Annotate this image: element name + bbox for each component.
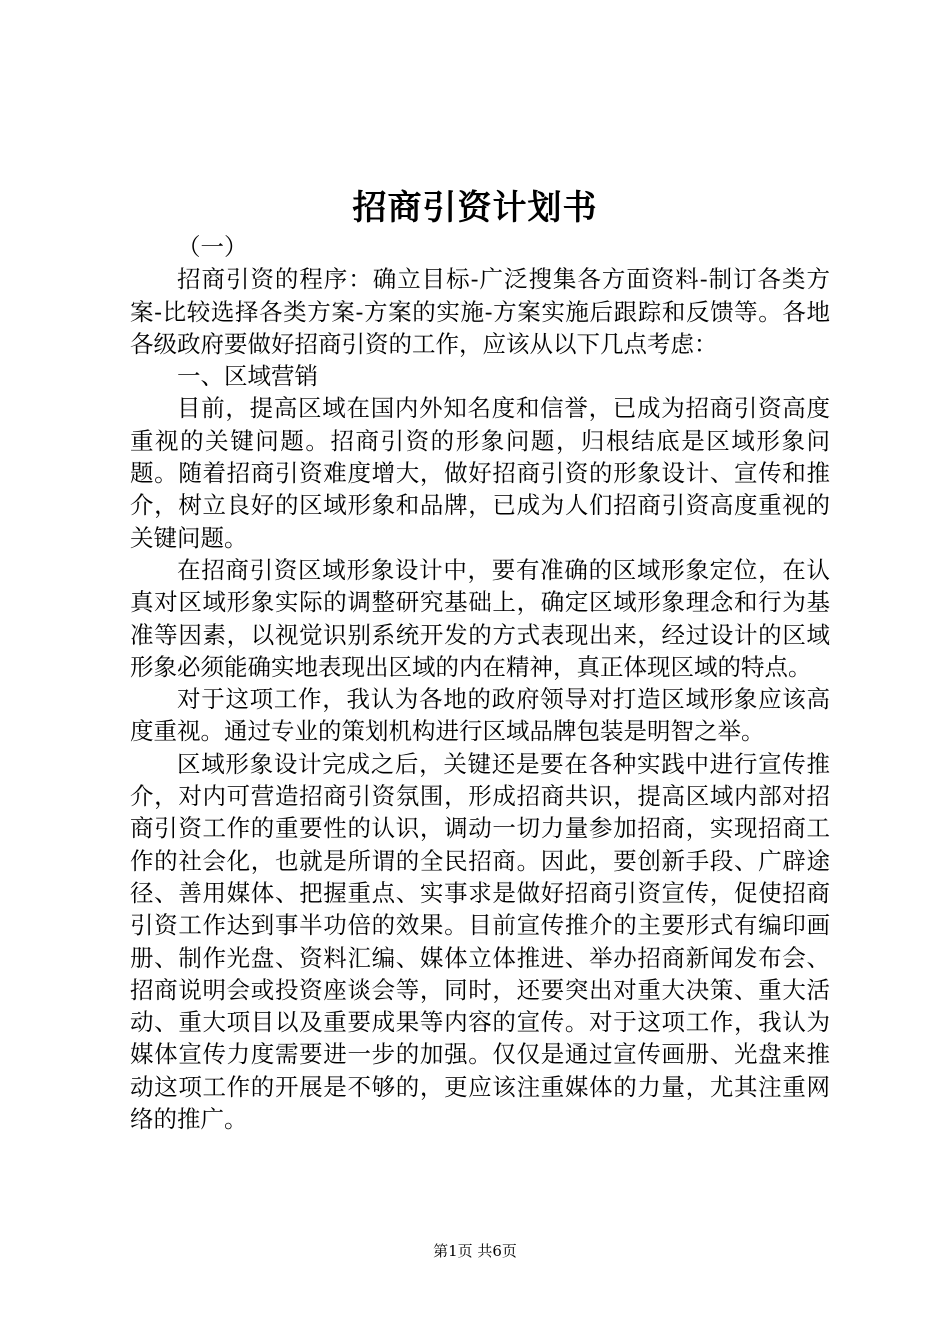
- page-number-footer: 第1页 共6页: [433, 1242, 517, 1260]
- paragraph-regional-image: 目前，提高区域在国内外知名度和信誉，已成为招商引资高度重视的关键问题。招商引资的形象问题，归根结底是区域形象问题。随着招商引资难度增大，做好招商引资的形象设计、宣传和推介，树立良好的区域形象和品牌，已成为人们招商引资高度重视的关键问题。: [130, 394, 830, 552]
- paragraph-procedure: 招商引资的程序：确立目标-广泛搜集各方面资料-制订各类方案-比较选择各类方案-方案的实施-方案实施后跟踪和反馈等。各地各级政府要做好招商引资的工作，应该从以下几点考虑：: [130, 265, 830, 358]
- document-title: 招商引资计划书: [352, 188, 598, 228]
- section-heading-regional-marketing: 一、区域营销: [177, 362, 318, 391]
- document-body: [130, 231, 830, 1135]
- paragraph-government-attention: 对于这项工作，我认为各地的政府领导对打造区域形象应该高度重视。通过专业的策划机构进行区域品牌包装是明智之举。: [130, 685, 830, 746]
- paragraph-promotion: 区域形象设计完成之后，关键还是要在各种实践中进行宣传推介，对内可营造招商引资氛围，形成招商共识，提高区域内部对招商引资工作的重要性的认识，调动一切力量参加招商，实现招商工作的社会化，也就是所谓的全民招商。因此，要创新手段、广辟途径、善用媒体、把握重点、实事求是做好招商引资宣传，促使招商引资工作达到事半功倍的效果。目前宣传推介的主要形式有编印画册、制作光盘、资料汇编、媒体立体推进、举办招商新闻发布会、招商说明会或投资座谈会等，同时，还要突出对重大决策、重大活动、重大项目以及重要成果等内容的宣传。对于这项工作，我认为媒体宣传力度需要进一步的加强。仅仅是通过宣传画册、光盘来推动这项工作的开展是不够的，更应该注重媒体的力量，尤其注重网络的推广。: [130, 749, 830, 1134]
- paragraph-image-design: 在招商引资区域形象设计中，要有准确的区域形象定位，在认真对区域形象实际的调整研究基础上，确定区域形象理念和行为基准等因素，以视觉识别系统开发的方式表现出来，经过设计的区域形象必须能确实地表现出区域的内在精神，真正体现区域的特点。: [130, 555, 830, 681]
- paragraph-section-marker: （一）: [177, 233, 248, 261]
